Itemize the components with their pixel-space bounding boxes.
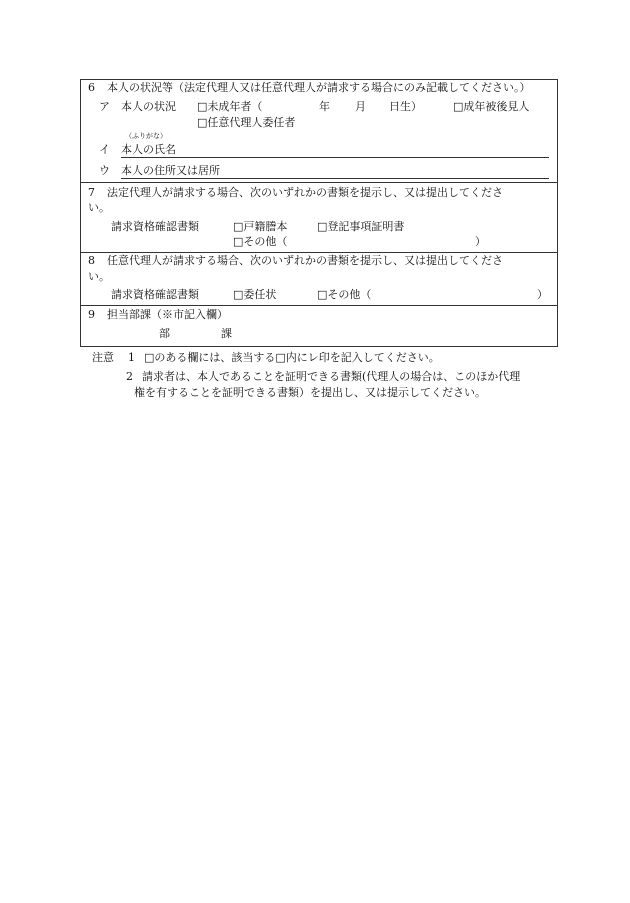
section-7-instruction: 法定代理人が請求する場合、次のいずれかの書類を提示し、又は提出してくださ [107, 186, 503, 199]
birth-month-label: 月 [355, 100, 366, 113]
section-7-number: 7 [88, 186, 95, 199]
principal-status-label: 本人の状況 [121, 100, 176, 113]
principal-address-label: 本人の住所又は居所 [121, 164, 220, 177]
section-9-department [81, 306, 557, 346]
section-7-instruction-cont: い。 [88, 201, 110, 214]
note-2-number: 2 [126, 370, 133, 383]
voluntary-delegator-checkbox[interactable]: □任意代理人委任者 [197, 116, 296, 129]
registry-certificate-checkbox[interactable]: □登記事項証明書 [317, 220, 405, 233]
section-9-number: 9 [88, 308, 95, 321]
note-2-text: 請求者は、本人であることを証明できる書類(代理人の場合は、このほか代理 [142, 370, 521, 383]
principal-address-field[interactable] [121, 178, 549, 179]
request-form-table [80, 79, 558, 347]
section-8-voluntary-representative [81, 253, 557, 306]
principal-name-label: 本人の氏名 [121, 143, 176, 156]
section-8-number: 8 [88, 254, 95, 267]
note-2-text-cont: 権を有することを証明できる書類）を提出し、又は提示してください。 [134, 386, 486, 399]
department-label: 部 [159, 327, 170, 340]
notes-label: 注意 [92, 351, 114, 364]
section-8-instruction-cont: い。 [88, 270, 110, 283]
birth-year-label: 年 [319, 100, 330, 113]
section-7-other-close: ） [475, 235, 486, 248]
item-a-marker: ア [99, 100, 110, 113]
birth-day-label: 日生） [389, 100, 422, 113]
adult-guardianship-checkbox[interactable]: □成年被後見人 [453, 100, 530, 113]
section-8-other-checkbox[interactable]: □その他（ [317, 288, 372, 301]
koseki-tohon-checkbox[interactable]: □戸籍謄本 [233, 220, 288, 233]
furigana-label: （ふりがな） [125, 132, 167, 140]
section-unit-label: 課 [221, 327, 232, 340]
section-7-doc-label: 請求資格確認書類 [111, 220, 199, 233]
section-6-number: 6 [88, 81, 95, 94]
note-1-text: □のある欄には、該当する□内にレ印を記入してください。 [144, 351, 440, 364]
item-i-marker: イ [99, 143, 110, 156]
section-7-other-checkbox[interactable]: □その他（ [233, 235, 288, 248]
section-8-other-close: ） [537, 288, 548, 301]
power-of-attorney-checkbox[interactable]: □委任状 [233, 288, 277, 301]
principal-name-field[interactable] [121, 157, 549, 158]
section-9-title: 担当部課（※市記入欄） [107, 308, 228, 321]
note-1-number: 1 [128, 351, 135, 364]
section-8-doc-label: 請求資格確認書類 [111, 288, 199, 301]
item-u-marker: ウ [99, 164, 110, 177]
section-7-legal-representative [81, 183, 557, 253]
minor-checkbox[interactable]: □未成年者（ [197, 100, 263, 113]
section-8-instruction: 任意代理人が請求する場合、次のいずれかの書類を提示し、又は提出してくださ [107, 254, 503, 267]
section-6-principal-status [81, 80, 557, 183]
section-6-title: 本人の状況等（法定代理人又は任意代理人が請求する場合にのみ記載してください。） [107, 81, 531, 94]
